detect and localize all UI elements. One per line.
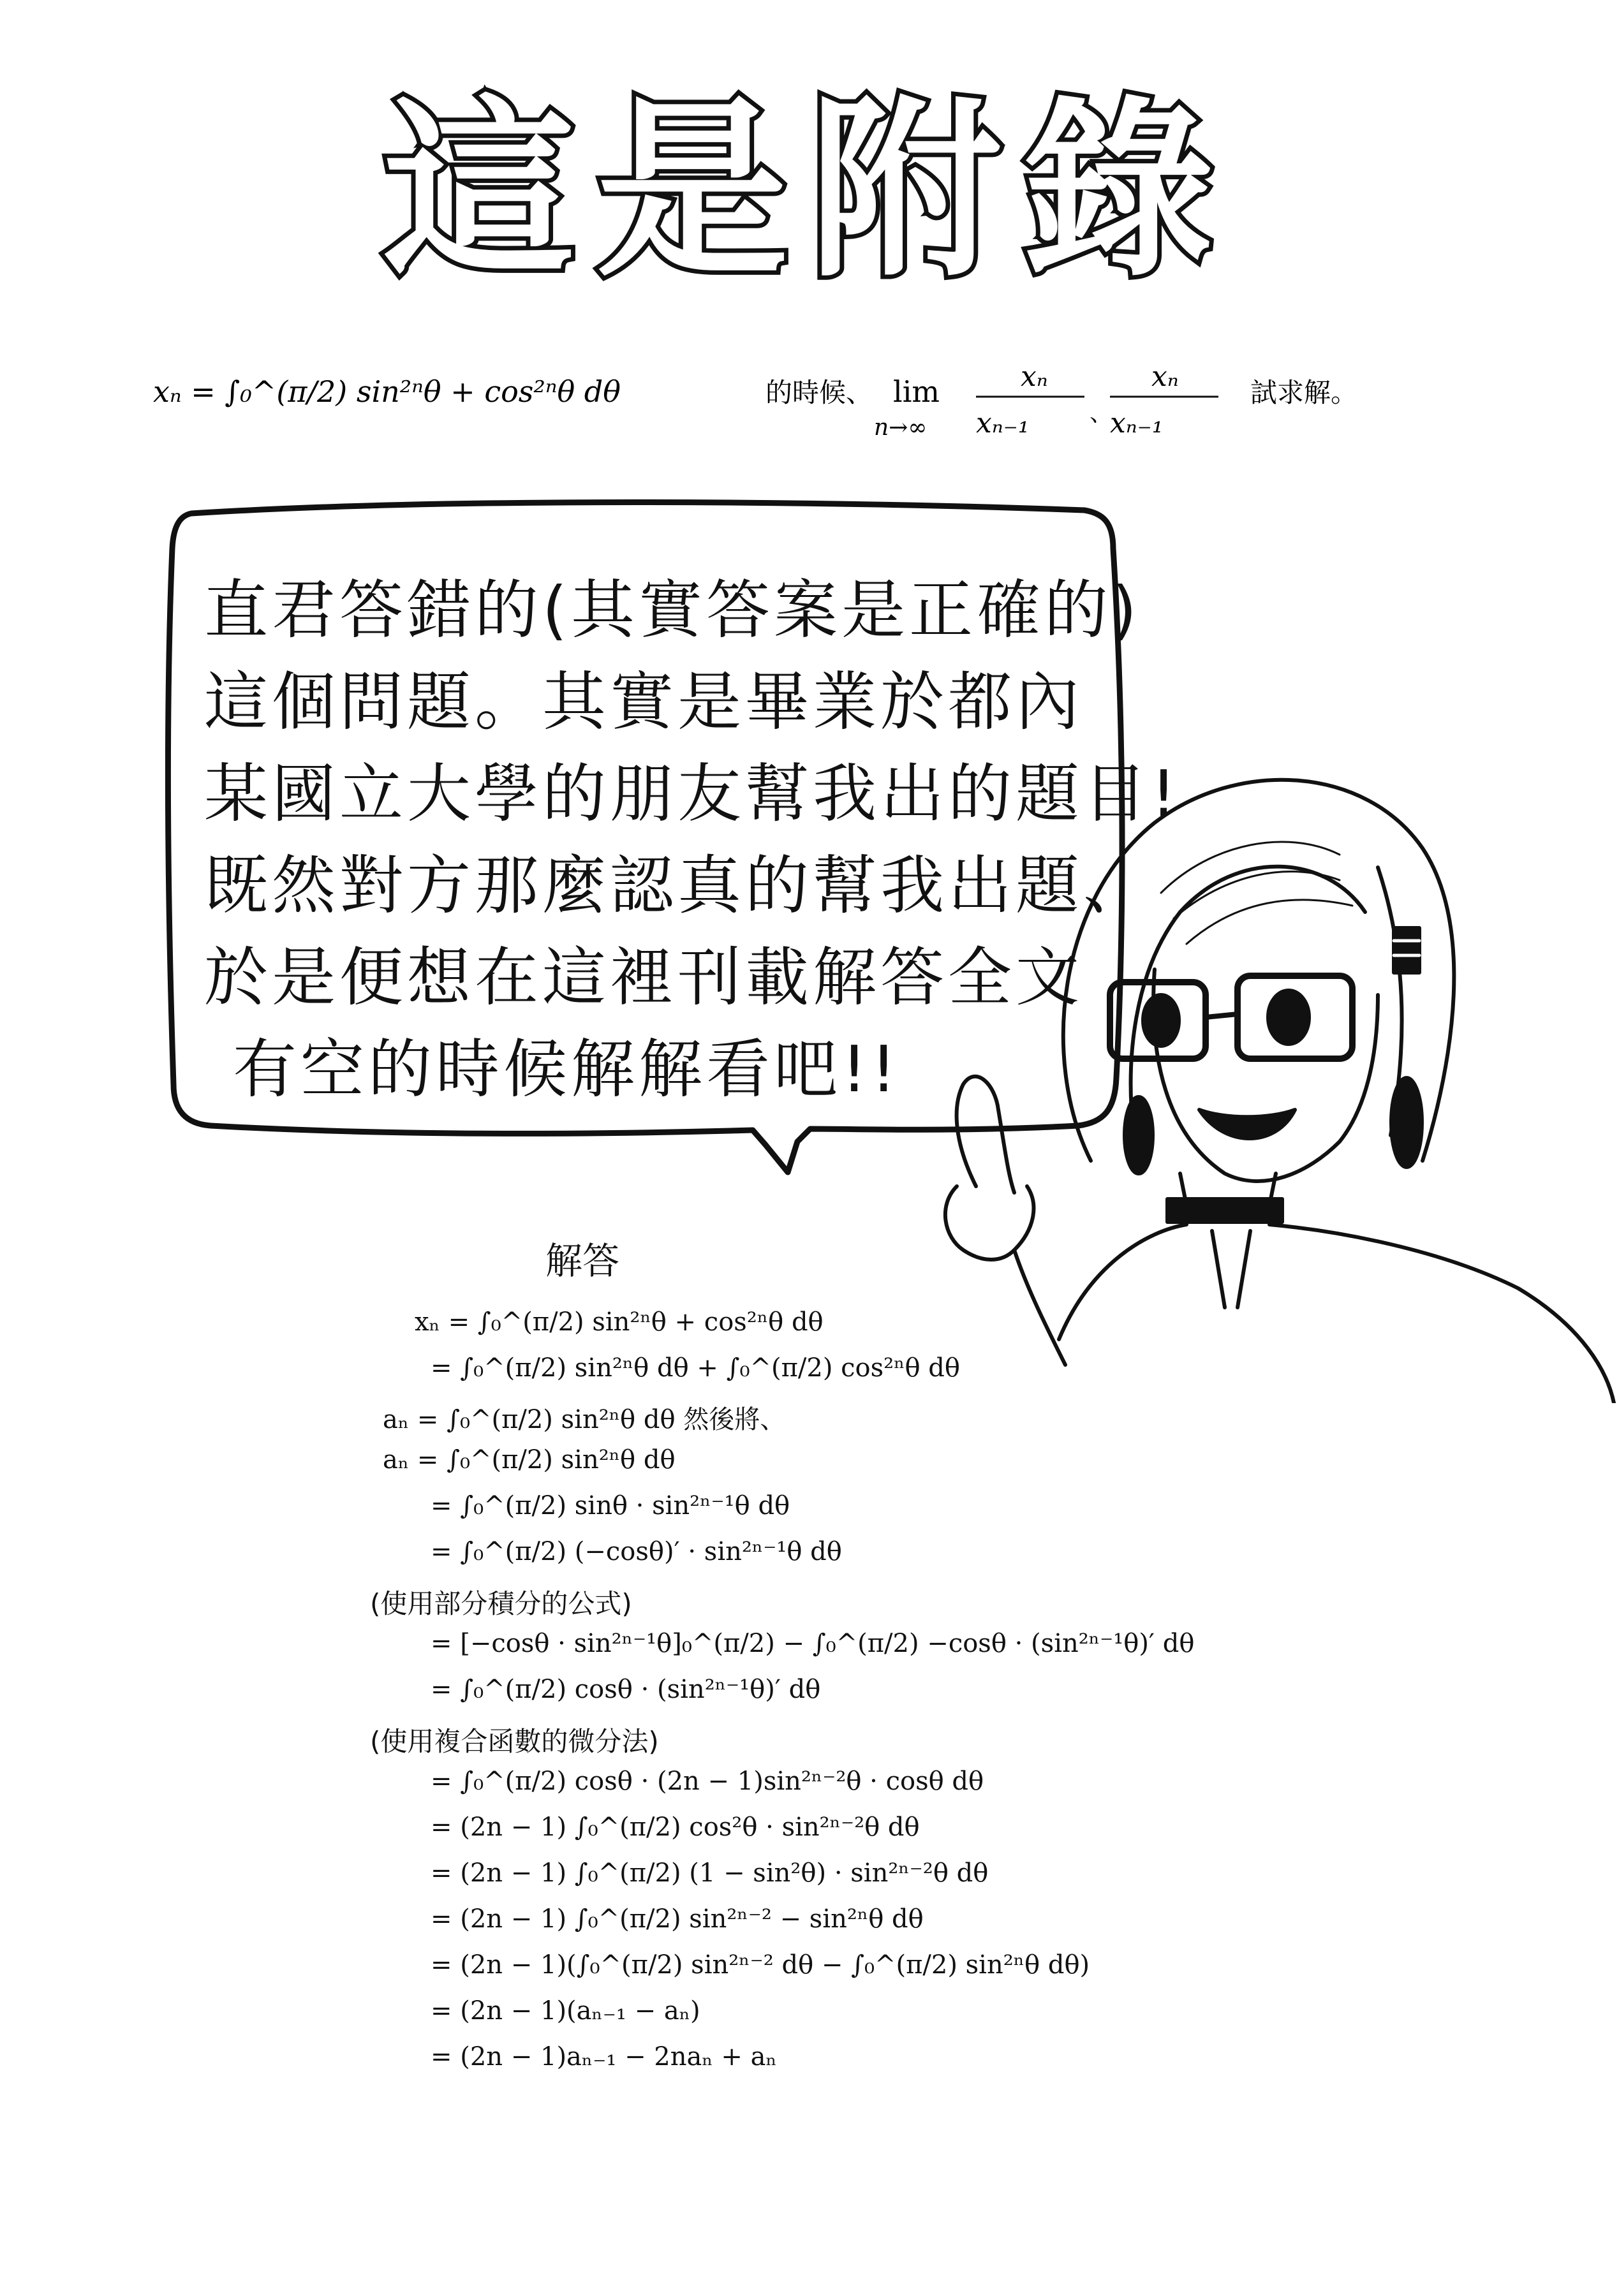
note-line: (使用複合函數的微分法) bbox=[370, 1726, 659, 1757]
equation-line: = ∫₀^(π/2) sinθ · sin²ⁿ⁻¹θ dθ bbox=[431, 1491, 790, 1520]
equation-line: = (2n − 1)(aₙ₋₁ − aₙ) bbox=[431, 1996, 700, 2026]
pointing-finger bbox=[957, 1077, 1014, 1193]
face-outline bbox=[1153, 969, 1378, 1181]
problem-frac1-num: xₙ bbox=[1021, 360, 1048, 393]
problem-lim: lim bbox=[893, 374, 940, 409]
bubble-line: 有空的時候解解看吧!! bbox=[233, 1032, 901, 1107]
equation-line: = (2n − 1)aₙ₋₁ − 2naₙ + aₙ bbox=[431, 2042, 777, 2072]
bubble-line: 直君答錯的(其實答案是正確的) bbox=[204, 573, 1141, 647]
bubble-line: 於是便想在這裡刊載解答全文 bbox=[204, 940, 1083, 1015]
problem-lim-sub: n→∞ bbox=[874, 415, 928, 441]
problem-tail: 試求解。 bbox=[1250, 377, 1358, 408]
page-title: 這是附錄 bbox=[383, 80, 1236, 302]
equation-line: = (2n − 1)(∫₀^(π/2) sin²ⁿ⁻² dθ − ∫₀^(π/2) sin²ⁿθ dθ) bbox=[431, 1950, 1090, 1980]
choker bbox=[1167, 1199, 1282, 1222]
hair-clip bbox=[1394, 928, 1419, 973]
equation-line: = (2n − 1) ∫₀^(π/2) sin²ⁿ⁻² − sin²ⁿθ dθ bbox=[431, 1904, 924, 1934]
equation-line: = (2n − 1) ∫₀^(π/2) (1 − sin²θ) · sin²ⁿ⁻²θ dθ bbox=[431, 1858, 989, 1888]
problem-frac2-den: xₙ₋₁ bbox=[1110, 407, 1164, 439]
problem-sep: 、 bbox=[1090, 401, 1113, 427]
equation-line: aₙ = ∫₀^(π/2) sin²ⁿθ dθ bbox=[383, 1445, 676, 1475]
bubble-line: 某國立大學的朋友幫我出的題目! bbox=[204, 756, 1181, 831]
equation-line: aₙ = ∫₀^(π/2) sin²ⁿθ dθ 然後將、 bbox=[383, 1405, 786, 1434]
character-illustration bbox=[880, 702, 1619, 1403]
equation-line: xₙ = ∫₀^(π/2) sin²ⁿθ + cos²ⁿθ dθ bbox=[415, 1307, 824, 1337]
equation-line: = [−cosθ · sin²ⁿ⁻¹θ]₀^(π/2) − ∫₀^(π/2) −cosθ · (sin²ⁿ⁻¹θ)′ dθ bbox=[431, 1629, 1195, 1658]
problem-mid-text: 的時候、 bbox=[765, 377, 873, 408]
equation-line: = ∫₀^(π/2) (−cosθ)′ · sin²ⁿ⁻¹θ dθ bbox=[431, 1537, 842, 1566]
equation-line: = ∫₀^(π/2) sin²ⁿθ dθ + ∫₀^(π/2) cos²ⁿθ dθ bbox=[431, 1353, 960, 1383]
solution-heading: 解答 bbox=[545, 1239, 620, 1283]
earring-icon bbox=[1391, 1078, 1422, 1167]
problem-frac1-den: xₙ₋₁ bbox=[976, 407, 1030, 439]
equation-line: = (2n − 1) ∫₀^(π/2) cos²θ · sin²ⁿ⁻²θ dθ bbox=[431, 1813, 920, 1842]
note-line: (使用部分積分的公式) bbox=[370, 1588, 632, 1619]
problem-lhs: xₙ = ∫₀^(π/2) sin²ⁿθ + cos²ⁿθ dθ bbox=[153, 374, 621, 409]
problem-frac2-num: xₙ bbox=[1151, 360, 1179, 393]
bubble-line: 既然對方那麼認真的幫我出題、 bbox=[204, 848, 1151, 923]
bubble-line: 這個問題。其實是畢業於都內 bbox=[204, 665, 1083, 739]
equation-line: = ∫₀^(π/2) cosθ · (sin²ⁿ⁻¹θ)′ dθ bbox=[431, 1675, 821, 1704]
equation-line: = ∫₀^(π/2) cosθ · (2n − 1)sin²ⁿ⁻²θ · cosθ dθ bbox=[431, 1767, 984, 1796]
